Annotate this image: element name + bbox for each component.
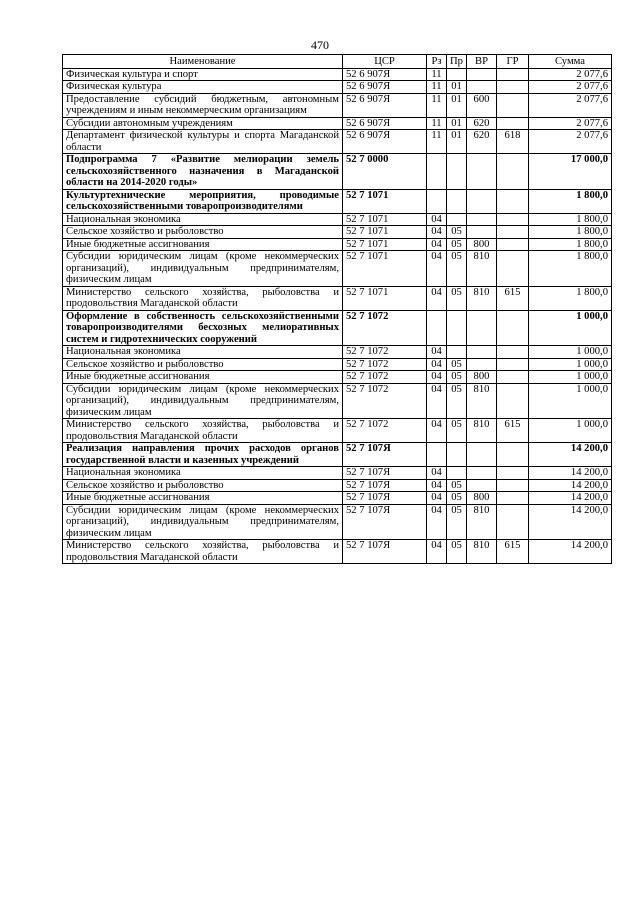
cell-csr: 52 6 907Я bbox=[343, 68, 427, 81]
cell-gr bbox=[497, 492, 529, 505]
table-row bbox=[63, 286, 612, 310]
cell-sum: 17 000,0 bbox=[529, 154, 612, 190]
cell-vr bbox=[467, 467, 497, 480]
cell-vr: 800 bbox=[467, 492, 497, 505]
cell-vr bbox=[467, 443, 497, 467]
cell-csr: 52 7 1072 bbox=[343, 358, 427, 371]
cell-vr bbox=[467, 358, 497, 371]
cell-csr: 52 7 1071 bbox=[343, 226, 427, 239]
cell-gr bbox=[497, 443, 529, 467]
header-pr: Пр bbox=[447, 55, 467, 69]
cell-gr bbox=[497, 93, 529, 117]
cell-csr: 52 7 1071 bbox=[343, 213, 427, 226]
cell-gr bbox=[497, 189, 529, 213]
cell-vr bbox=[467, 346, 497, 359]
cell-csr: 52 7 1072 bbox=[343, 371, 427, 384]
cell-rz bbox=[427, 443, 447, 467]
table-row-section bbox=[63, 154, 612, 190]
table-row bbox=[63, 383, 612, 419]
header-vr: ВР bbox=[467, 55, 497, 69]
cell-pr: 05 bbox=[447, 383, 467, 419]
cell-csr: 52 6 907Я bbox=[343, 130, 427, 154]
cell-gr bbox=[497, 117, 529, 130]
cell-sum: 1 000,0 bbox=[529, 310, 612, 346]
cell-rz: 04 bbox=[427, 419, 447, 443]
cell-gr bbox=[497, 154, 529, 190]
cell-csr: 52 7 1072 bbox=[343, 419, 427, 443]
cell-name: Сельское хозяйство и рыболовство bbox=[63, 226, 343, 239]
table-row bbox=[63, 492, 612, 505]
cell-sum: 1 000,0 bbox=[529, 383, 612, 419]
cell-vr: 800 bbox=[467, 238, 497, 251]
cell-csr: 52 7 107Я bbox=[343, 479, 427, 492]
cell-rz: 11 bbox=[427, 117, 447, 130]
cell-csr: 52 7 1072 bbox=[343, 346, 427, 359]
cell-vr bbox=[467, 81, 497, 94]
cell-pr bbox=[447, 443, 467, 467]
cell-name: Культуртехнические мероприятия, проводимые сельскохозяйственными товаропроизводителями bbox=[63, 189, 343, 213]
table-row bbox=[63, 81, 612, 94]
cell-gr bbox=[497, 81, 529, 94]
cell-csr: 52 7 1071 bbox=[343, 251, 427, 287]
cell-sum: 2 077,6 bbox=[529, 117, 612, 130]
cell-pr bbox=[447, 310, 467, 346]
cell-name: Сельское хозяйство и рыболовство bbox=[63, 358, 343, 371]
cell-vr bbox=[467, 154, 497, 190]
cell-pr bbox=[447, 213, 467, 226]
cell-pr bbox=[447, 189, 467, 213]
cell-pr: 05 bbox=[447, 226, 467, 239]
cell-gr bbox=[497, 358, 529, 371]
cell-gr bbox=[497, 479, 529, 492]
table-row bbox=[63, 68, 612, 81]
table-row bbox=[63, 346, 612, 359]
cell-rz bbox=[427, 310, 447, 346]
cell-pr: 05 bbox=[447, 371, 467, 384]
cell-name: Министерство сельского хозяйства, рыболовства и продовольствия Магаданской области bbox=[63, 286, 343, 310]
cell-pr bbox=[447, 346, 467, 359]
cell-csr: 52 7 107Я bbox=[343, 540, 427, 564]
cell-gr bbox=[497, 251, 529, 287]
cell-gr bbox=[497, 213, 529, 226]
cell-csr: 52 7 1071 bbox=[343, 189, 427, 213]
cell-name: Субсидии автономным учреждениям bbox=[63, 117, 343, 130]
cell-sum: 1 800,0 bbox=[529, 213, 612, 226]
cell-gr bbox=[497, 504, 529, 540]
cell-rz: 04 bbox=[427, 226, 447, 239]
cell-sum: 1 800,0 bbox=[529, 226, 612, 239]
cell-name: Национальная экономика bbox=[63, 213, 343, 226]
cell-csr: 52 7 1072 bbox=[343, 310, 427, 346]
cell-vr bbox=[467, 479, 497, 492]
cell-vr: 810 bbox=[467, 504, 497, 540]
cell-csr: 52 7 107Я bbox=[343, 492, 427, 505]
cell-sum: 2 077,6 bbox=[529, 93, 612, 117]
cell-vr: 810 bbox=[467, 419, 497, 443]
cell-csr: 52 7 0000 bbox=[343, 154, 427, 190]
cell-sum: 14 200,0 bbox=[529, 492, 612, 505]
cell-pr: 05 bbox=[447, 419, 467, 443]
table-row bbox=[63, 371, 612, 384]
table-row bbox=[63, 540, 612, 564]
cell-vr bbox=[467, 213, 497, 226]
table-row bbox=[63, 251, 612, 287]
cell-sum: 1 800,0 bbox=[529, 238, 612, 251]
cell-csr: 52 6 907Я bbox=[343, 81, 427, 94]
cell-pr: 05 bbox=[447, 286, 467, 310]
cell-vr bbox=[467, 310, 497, 346]
cell-pr bbox=[447, 154, 467, 190]
cell-pr: 05 bbox=[447, 238, 467, 251]
table-header-row bbox=[63, 55, 612, 69]
cell-pr: 01 bbox=[447, 93, 467, 117]
cell-name: Физическая культура bbox=[63, 81, 343, 94]
cell-csr: 52 7 107Я bbox=[343, 467, 427, 480]
cell-vr: 810 bbox=[467, 251, 497, 287]
cell-csr: 52 7 107Я bbox=[343, 443, 427, 467]
cell-csr: 52 7 1072 bbox=[343, 383, 427, 419]
page-number: 470 bbox=[311, 38, 329, 52]
cell-rz: 04 bbox=[427, 504, 447, 540]
cell-sum: 2 077,6 bbox=[529, 130, 612, 154]
cell-csr: 52 7 1071 bbox=[343, 238, 427, 251]
cell-name: Сельское хозяйство и рыболовство bbox=[63, 479, 343, 492]
cell-gr bbox=[497, 68, 529, 81]
table-row-section bbox=[63, 443, 612, 467]
table-row bbox=[63, 130, 612, 154]
cell-pr: 01 bbox=[447, 117, 467, 130]
cell-sum: 1 800,0 bbox=[529, 251, 612, 287]
cell-pr: 05 bbox=[447, 479, 467, 492]
cell-sum: 14 200,0 bbox=[529, 443, 612, 467]
cell-vr bbox=[467, 68, 497, 81]
cell-pr: 01 bbox=[447, 81, 467, 94]
table-row bbox=[63, 238, 612, 251]
cell-sum: 1 000,0 bbox=[529, 346, 612, 359]
cell-rz: 11 bbox=[427, 81, 447, 94]
cell-sum: 1 800,0 bbox=[529, 286, 612, 310]
cell-rz: 04 bbox=[427, 492, 447, 505]
budget-table bbox=[62, 54, 612, 564]
cell-rz: 11 bbox=[427, 93, 447, 117]
cell-rz: 04 bbox=[427, 238, 447, 251]
cell-sum: 14 200,0 bbox=[529, 479, 612, 492]
cell-rz: 04 bbox=[427, 213, 447, 226]
cell-gr bbox=[497, 383, 529, 419]
cell-rz: 04 bbox=[427, 383, 447, 419]
cell-rz: 11 bbox=[427, 130, 447, 154]
cell-csr: 52 7 1071 bbox=[343, 286, 427, 310]
cell-rz: 04 bbox=[427, 251, 447, 287]
table-row-section bbox=[63, 189, 612, 213]
cell-name: Подпрограмма 7 «Развитие мелиорации земель сельскохозяйственного назначения в Магаданской области на 2014-2020 годы» bbox=[63, 154, 343, 190]
cell-gr: 615 bbox=[497, 286, 529, 310]
cell-pr bbox=[447, 467, 467, 480]
cell-pr: 05 bbox=[447, 358, 467, 371]
cell-sum: 1 800,0 bbox=[529, 189, 612, 213]
cell-pr: 05 bbox=[447, 504, 467, 540]
cell-gr bbox=[497, 371, 529, 384]
cell-vr: 620 bbox=[467, 130, 497, 154]
cell-pr: 05 bbox=[447, 540, 467, 564]
table-row bbox=[63, 419, 612, 443]
table-row bbox=[63, 504, 612, 540]
cell-vr: 600 bbox=[467, 93, 497, 117]
header-name: Наименование bbox=[63, 55, 343, 69]
cell-name: Субсидии юридическим лицам (кроме некоммерческих организаций), индивидуальным предпринимателям, физическим лицам bbox=[63, 504, 343, 540]
cell-sum: 14 200,0 bbox=[529, 540, 612, 564]
cell-name: Национальная экономика bbox=[63, 346, 343, 359]
cell-vr: 800 bbox=[467, 371, 497, 384]
header-rz: Рз bbox=[427, 55, 447, 69]
cell-name: Субсидии юридическим лицам (кроме некоммерческих организаций), индивидуальным предпринимателям, физическим лицам bbox=[63, 383, 343, 419]
cell-rz: 04 bbox=[427, 358, 447, 371]
cell-name: Департамент физической культуры и спорта Магаданской области bbox=[63, 130, 343, 154]
cell-name: Иные бюджетные ассигнования bbox=[63, 371, 343, 384]
cell-name: Национальная экономика bbox=[63, 467, 343, 480]
cell-gr bbox=[497, 238, 529, 251]
cell-rz: 04 bbox=[427, 540, 447, 564]
cell-gr: 615 bbox=[497, 419, 529, 443]
cell-gr: 618 bbox=[497, 130, 529, 154]
table-row bbox=[63, 93, 612, 117]
cell-csr: 52 7 107Я bbox=[343, 504, 427, 540]
cell-rz: 04 bbox=[427, 467, 447, 480]
cell-sum: 14 200,0 bbox=[529, 467, 612, 480]
cell-vr bbox=[467, 189, 497, 213]
cell-name: Субсидии юридическим лицам (кроме некоммерческих организаций), индивидуальным предпринимателям, физическим лицам bbox=[63, 251, 343, 287]
cell-gr bbox=[497, 467, 529, 480]
table-row bbox=[63, 226, 612, 239]
cell-rz: 04 bbox=[427, 286, 447, 310]
cell-vr bbox=[467, 226, 497, 239]
cell-pr: 01 bbox=[447, 130, 467, 154]
cell-name: Иные бюджетные ассигнования bbox=[63, 238, 343, 251]
cell-vr: 810 bbox=[467, 383, 497, 419]
cell-pr bbox=[447, 68, 467, 81]
cell-gr: 615 bbox=[497, 540, 529, 564]
cell-name: Министерство сельского хозяйства, рыболовства и продовольствия Магаданской области bbox=[63, 540, 343, 564]
cell-csr: 52 6 907Я bbox=[343, 117, 427, 130]
cell-pr: 05 bbox=[447, 251, 467, 287]
cell-name: Физическая культура и спорт bbox=[63, 68, 343, 81]
cell-rz: 11 bbox=[427, 68, 447, 81]
cell-sum: 1 000,0 bbox=[529, 419, 612, 443]
cell-rz: 04 bbox=[427, 346, 447, 359]
cell-rz: 04 bbox=[427, 479, 447, 492]
cell-name: Реализация направления прочих расходов органов государственной власти и казенных учреждений bbox=[63, 443, 343, 467]
cell-vr: 620 bbox=[467, 117, 497, 130]
header-sum: Сумма bbox=[529, 55, 612, 69]
cell-rz bbox=[427, 189, 447, 213]
header-csr: ЦСР bbox=[343, 55, 427, 69]
cell-gr bbox=[497, 346, 529, 359]
header-gr: ГР bbox=[497, 55, 529, 69]
cell-sum: 2 077,6 bbox=[529, 81, 612, 94]
cell-sum: 14 200,0 bbox=[529, 504, 612, 540]
cell-vr: 810 bbox=[467, 286, 497, 310]
cell-gr bbox=[497, 226, 529, 239]
cell-sum: 2 077,6 bbox=[529, 68, 612, 81]
cell-name: Оформление в собственность сельскохозяйственными товаропроизводителями бесхозных мелиоративных систем и гидротехнических сооружений bbox=[63, 310, 343, 346]
table-body bbox=[63, 68, 612, 564]
cell-vr: 810 bbox=[467, 540, 497, 564]
cell-gr bbox=[497, 310, 529, 346]
table-row bbox=[63, 117, 612, 130]
cell-csr: 52 6 907Я bbox=[343, 93, 427, 117]
cell-rz: 04 bbox=[427, 371, 447, 384]
cell-name: Министерство сельского хозяйства, рыболовства и продовольствия Магаданской области bbox=[63, 419, 343, 443]
cell-name: Предоставление субсидий бюджетным, автономным учреждениям и иным некоммерческим организациям bbox=[63, 93, 343, 117]
cell-rz bbox=[427, 154, 447, 190]
cell-sum: 1 000,0 bbox=[529, 358, 612, 371]
cell-name: Иные бюджетные ассигнования bbox=[63, 492, 343, 505]
table-row bbox=[63, 479, 612, 492]
cell-pr: 05 bbox=[447, 492, 467, 505]
table-row bbox=[63, 213, 612, 226]
cell-sum: 1 000,0 bbox=[529, 371, 612, 384]
table-row bbox=[63, 467, 612, 480]
table-row-section bbox=[63, 310, 612, 346]
table-row bbox=[63, 358, 612, 371]
